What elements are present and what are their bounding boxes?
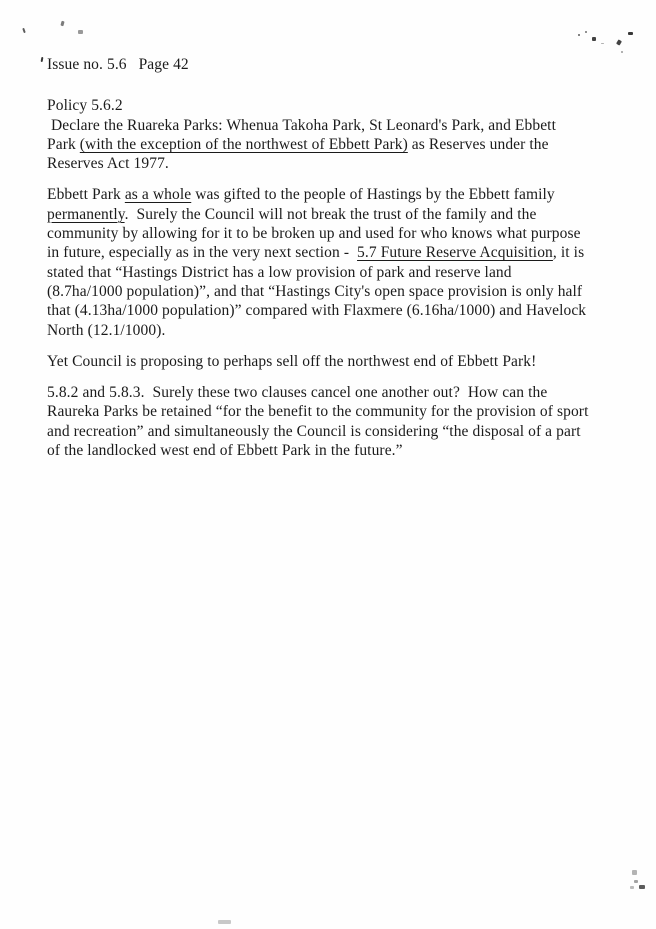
text-segment: stated that “Hastings District has a low provision of park and reserve land <box>47 263 512 281</box>
text-line <box>47 301 627 320</box>
page-header <box>47 55 627 74</box>
text-line <box>47 383 627 402</box>
scan-speckle-mark <box>628 32 633 35</box>
text-segment: as Reserves under the <box>407 135 549 153</box>
text-segment: Ebbett Park <box>47 186 125 204</box>
scan-speckle-mark <box>578 34 580 36</box>
text-segment: Declare the Ruareka Parks: Whenua Takoha Park, St Leonard's Park, and Ebbett <box>47 116 556 134</box>
text-segment: , it is <box>552 244 585 262</box>
text-line <box>47 116 627 135</box>
text-segment: 5.8.2 and 5.8.3. Surely these two clauses cancel one another out? How can the <box>47 384 548 402</box>
scan-speckle-mark <box>634 880 638 883</box>
text-line <box>47 135 627 154</box>
text-segment: that (4.13ha/1000 population)” compared with Flaxmere (6.16ha/1000) and Havelock <box>47 302 587 320</box>
underlined-text-segment: as a whole <box>124 186 192 204</box>
scan-speckle-mark <box>639 885 645 889</box>
text-segment: North (12.1/1000). <box>47 321 166 339</box>
text-line <box>47 263 627 282</box>
text-segment: Policy 5.6.2 <box>47 97 123 115</box>
text-segment: Yet Council is proposing to perhaps sell off the northwest end of Ebbett Park! <box>47 352 537 370</box>
text-segment: in future, especially as in the very next section - <box>47 244 358 262</box>
underlined-text-segment: (with the exception of the northwest of Ebbett Park) <box>79 135 408 153</box>
text-segment: Raureka Parks be retained “for the benefit to the community for the provision of sport <box>47 403 589 421</box>
scan-speckle-mark <box>621 51 623 53</box>
scan-speckle-mark <box>632 870 637 875</box>
text-line <box>47 352 627 371</box>
text-segment: Reserves Act 1977. <box>47 155 169 173</box>
scan-speckle-mark <box>78 30 83 34</box>
underlined-text-segment: permanently <box>47 205 125 223</box>
text-segment: . Surely the Council will not break the trust of the family and the <box>124 205 537 223</box>
scan-speckle-mark <box>41 57 44 62</box>
document-text-content <box>47 55 627 472</box>
scan-speckle-mark <box>218 920 231 924</box>
scan-speckle-mark <box>630 886 634 889</box>
text-line <box>47 55 627 74</box>
text-line <box>47 243 627 262</box>
policy-5-6-2-paragraph <box>47 96 627 173</box>
scan-speckle-mark <box>601 43 604 44</box>
text-line <box>47 154 627 173</box>
text-segment: community by allowing for it to be broken up and used for who knows what purpose <box>47 225 581 243</box>
text-line <box>47 205 627 224</box>
text-line <box>47 185 627 204</box>
text-line <box>47 422 627 441</box>
scan-speckle-mark <box>592 37 596 41</box>
scan-speckle-mark <box>22 28 26 33</box>
text-segment: of the landlocked west end of Ebbett Park in the future.” <box>47 442 403 460</box>
ebbett-park-paragraph <box>47 185 627 339</box>
clauses-paragraph <box>47 383 627 460</box>
text-line <box>47 441 627 460</box>
text-line <box>47 224 627 243</box>
underlined-text-segment: 5.7 Future Reserve Acquisition <box>357 244 553 262</box>
scan-speckle-mark <box>585 31 587 33</box>
scan-speckle-mark <box>60 21 64 27</box>
text-segment: and recreation” and simultaneously the Council is considering “the disposal of a part <box>47 422 581 440</box>
text-line <box>47 321 627 340</box>
text-line <box>47 282 627 301</box>
text-line <box>47 402 627 421</box>
text-segment: was gifted to the people of Hastings by the Ebbett family <box>191 186 555 204</box>
text-segment: (8.7ha/1000 population)”, and that “Hastings City's open space provision is only half <box>47 282 583 300</box>
yet-council-paragraph <box>47 352 627 371</box>
text-segment: Park <box>47 135 80 153</box>
scan-speckle-mark <box>616 39 622 45</box>
text-line <box>47 96 627 115</box>
text-segment: Issue no. 5.6 Page 42 <box>47 56 189 73</box>
